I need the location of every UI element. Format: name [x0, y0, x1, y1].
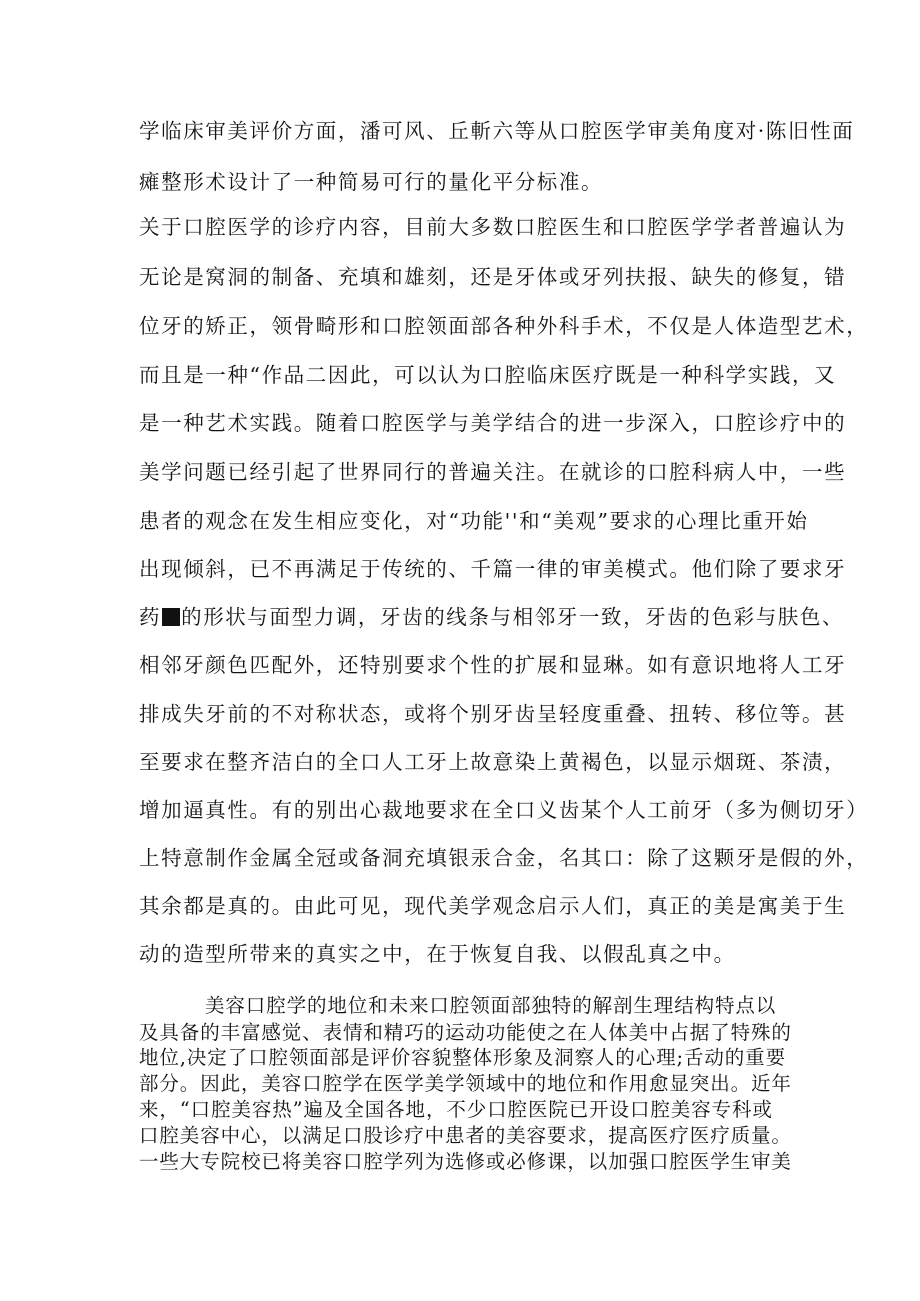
text-line: 至要求在整齐洁白的全口人工牙上故意染上黄褐色，以显示烟斑、茶渍，: [139, 750, 847, 774]
text-line: 位牙的矫正，领骨畸形和口腔领面部各种外科手术，不仅是人体造型艺术，: [139, 314, 869, 338]
text-line: 排成失牙前的不对称状态，或将个别牙齿呈轻度重叠、扭转、移位等。甚: [139, 702, 847, 726]
text-line: 学临床审美评价方面，潘可风、丘斬六等从口腔医学审美角度对·陈旧性面: [139, 119, 855, 143]
text-fragment: 药: [139, 605, 162, 629]
text-line: 关于口腔医学的诊疗内容，目前大多数口腔医生和口腔医学学者普遍认为: [139, 215, 847, 239]
text-line: 美学问题已经引起了世界同行的普遍关注。在就诊的口腔科病人中，一些: [139, 460, 847, 484]
text-line: 是一种艺术实践。随着口腔医学与美学结合的进一步深入，口腔诊疗中的: [139, 411, 847, 435]
text-line: 部分。因此，美容口腔学在医学美学领域中的地位和作用愈显突出。近年: [139, 1072, 792, 1095]
text-line: 无论是窝洞的制备、充填和雄刻，还是牙体或牙列扶报、缺失的修复，错: [139, 265, 847, 289]
text-line: 口腔美容中心，以满足口股诊疗中患者的美容要求，提高医疗医疗质量。: [139, 1124, 792, 1147]
text-line: [139, 604, 844, 630]
text-line: 上特意制作金属全冠或备洞充填银汞合金，名其口：除了这颗牙是假的外，: [139, 846, 869, 870]
text-line: 及具备的丰富感觉、表情和精巧的运动功能使之在人体美中占据了特殊的: [139, 1021, 792, 1044]
text-line: 一些大专院校已将美容口腔学列为选修或必修课，以加强口腔医学生审美: [139, 1150, 792, 1173]
text-line: 相邻牙颜色匹配外，还特别要求个性的扩展和显琳。如有意识地将人工牙: [139, 653, 847, 677]
text-line: 而且是一种“作品二因此，可以认为口腔临床医疗既是一种科学实践，又: [139, 363, 837, 387]
text-line: 动的造型所带来的真实之中，在于恢复自我、以假乱真之中。: [139, 942, 736, 966]
text-fragment: 的形状与面型力调，牙齿的线条与相邻牙一致，牙齿的色彩与肤色、: [181, 605, 845, 629]
text-line: 出现倾斜，已不再满足于传统的、千篇一律的审美模式。他们除了要求牙: [139, 557, 847, 581]
redaction-block: [162, 608, 180, 626]
text-line: 美容口腔学的地位和未来口腔领面部独特的解剖生理结构特点以: [205, 994, 777, 1017]
text-line: 其余都是真的。由此可见，现代美学观念启示人们，真正的美是寓美于生: [139, 894, 847, 918]
text-line: 来，“口腔美容热”遍及全国各地，不少口腔医院已开设口腔美容专科或: [139, 1098, 773, 1121]
text-line: 瘫整形术设计了一种简易可行的量化平分标准。: [139, 170, 604, 194]
text-line: 地位,决定了口腔领面部是评价容貌整体形象及洞察人的心理;舌动的重要: [139, 1046, 786, 1069]
text-line: 患者的观念在发生相应变化，对“功能''和“美观”要求的心理比重开始: [139, 509, 809, 533]
text-line: 增加逼真性。有的别出心裁地要求在全口义齿某个人工前牙（多为侧切牙）: [139, 798, 869, 822]
